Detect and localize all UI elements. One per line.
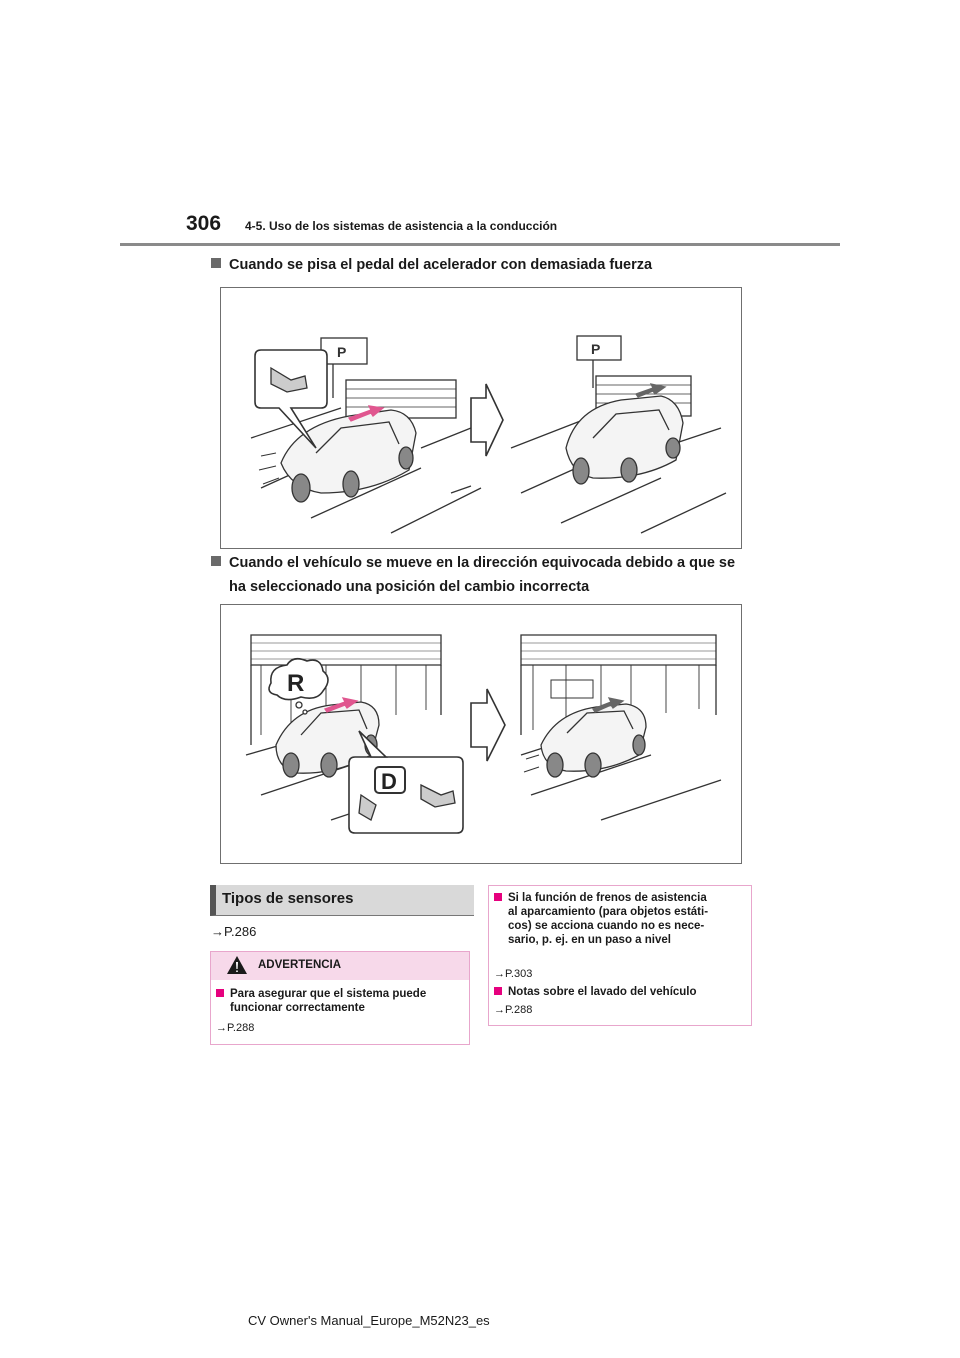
note-item-car-wash xyxy=(494,985,744,999)
heading-wrong-direction-line1: Cuando el vehículo se mueve en la dirección equivocada debido a que se xyxy=(229,555,736,571)
bullet-square-magenta-icon xyxy=(494,987,502,995)
note-item1-line4: sario, p. ej. en un paso a nivel xyxy=(508,934,671,946)
illustration-accelerator xyxy=(220,287,742,549)
heading-wrong-direction-line2: ha seleccionado una posición del cambio incorrecta xyxy=(229,579,590,595)
warning-item-line2: funcionar correctamente xyxy=(230,1002,365,1014)
heading-wrong-direction xyxy=(211,551,751,599)
tipos-page-ref[interactable]: →P.286 xyxy=(211,924,257,939)
illustration-wrong-direction xyxy=(220,604,742,864)
warning-triangle-icon xyxy=(226,955,248,975)
note-item1-page-ref[interactable]: →P.303 xyxy=(494,968,533,980)
bullet-square-icon xyxy=(211,258,221,268)
warning-label: ADVERTENCIA xyxy=(258,959,342,971)
note-item1-line1: Si la función de frenos de asistencia xyxy=(508,892,707,904)
parking-sign-right: P xyxy=(591,341,601,357)
section-title: 4-5. Uso de los sistemas de asistencia a la conducción xyxy=(245,219,558,233)
illustration-wrong-direction-drawing xyxy=(221,605,741,863)
heading-accelerator xyxy=(211,253,652,277)
note-item1-line3: cos) se acciona cuando no es nece- xyxy=(508,920,705,932)
header-rule xyxy=(120,243,840,246)
bullet-square-magenta-icon xyxy=(494,893,502,901)
note-item2-text: Notas sobre el lavado del vehículo xyxy=(508,986,697,998)
page-number: 306 xyxy=(186,212,222,235)
warning-item xyxy=(216,987,461,1015)
warning-page-ref[interactable]: →P.288 xyxy=(216,1022,255,1034)
note-item2-page-ref[interactable]: →P.288 xyxy=(494,1004,533,1016)
note-item1-line2: al aparcamiento (para objetos estáti- xyxy=(508,906,709,918)
tipos-heading: Tipos de sensores xyxy=(222,890,354,907)
bullet-square-icon xyxy=(211,556,221,566)
note-item-parking-brake xyxy=(494,891,744,947)
warning-item-line1: Para asegurar que el sistema puede xyxy=(230,988,427,1000)
heading-accelerator-text: Cuando se pisa el pedal del acelerador con demasiada fuerza xyxy=(229,257,653,273)
bullet-square-magenta-icon xyxy=(216,989,224,997)
footer-manual-id: CV Owner's Manual_Europe_M52N23_es xyxy=(248,1313,490,1328)
gear-d-label: D xyxy=(381,769,397,794)
illustration-accelerator-drawing xyxy=(221,288,741,548)
parking-sign-left: P xyxy=(337,344,347,360)
gear-r-label: R xyxy=(287,670,305,697)
